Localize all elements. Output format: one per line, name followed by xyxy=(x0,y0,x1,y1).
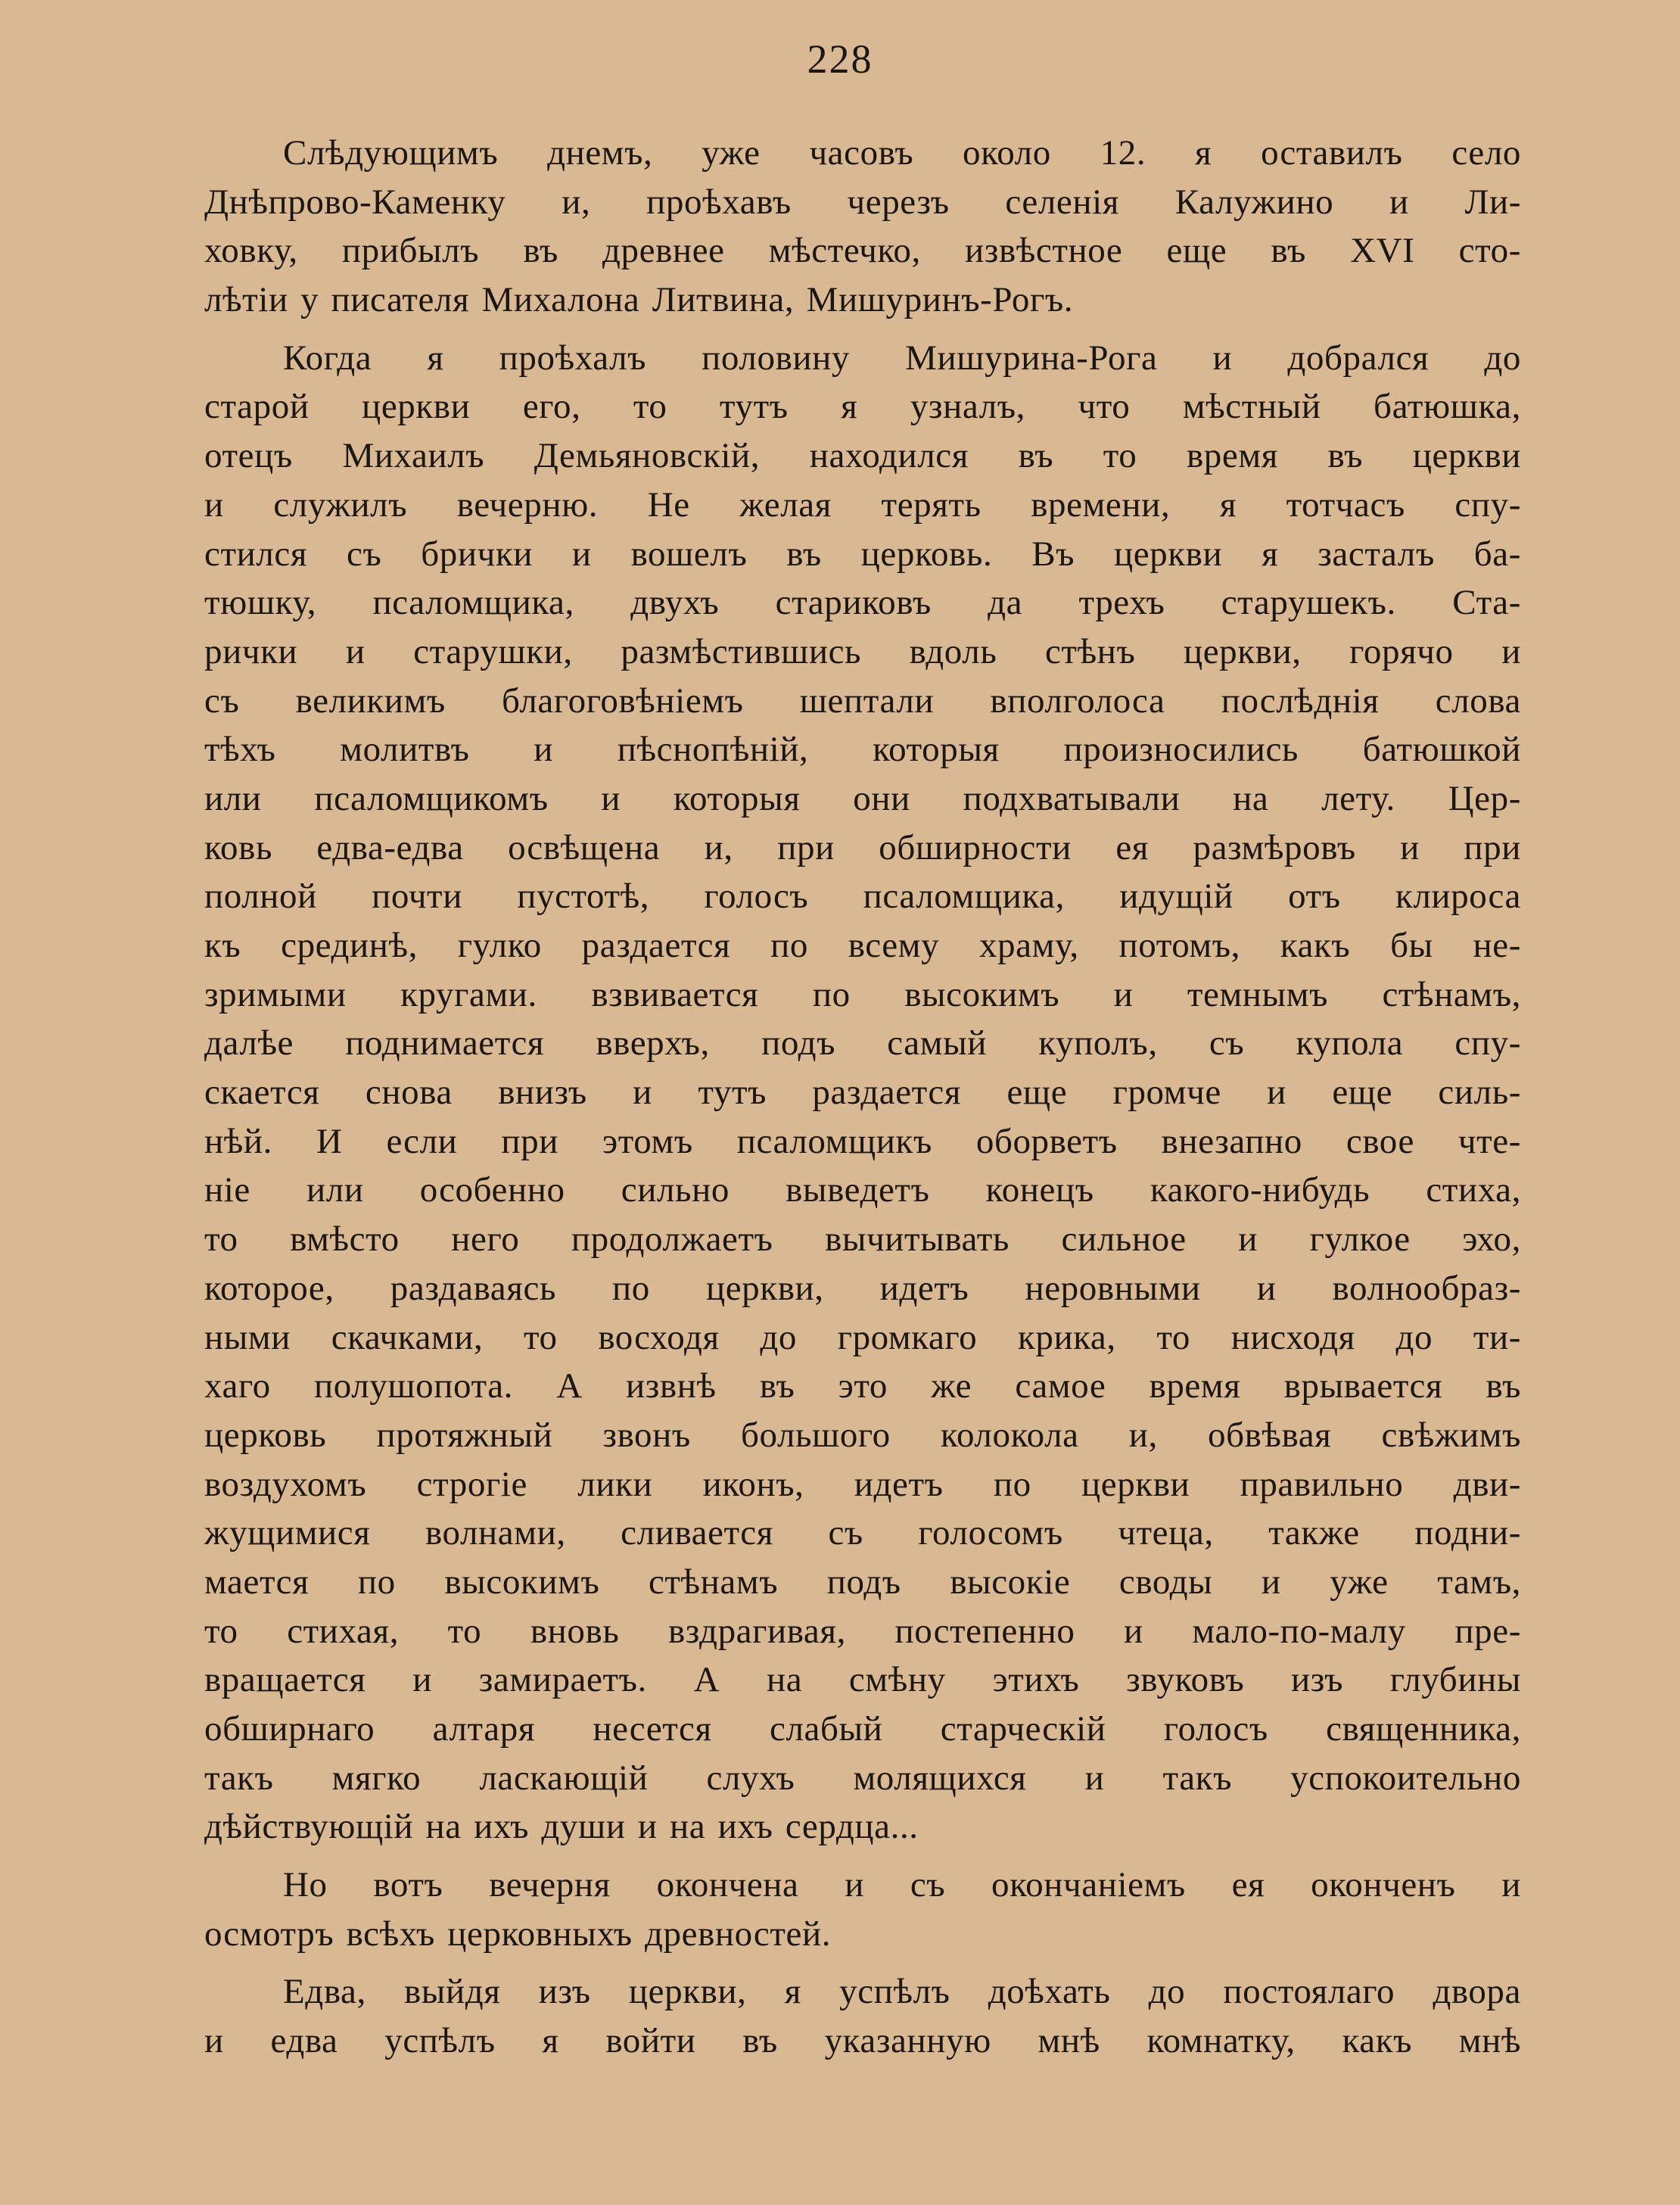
text-line: рички и старушки, размѣстившись вдоль стѣнъ церкви, горячо и xyxy=(204,631,1521,671)
paragraph xyxy=(204,1967,1521,2065)
text-line: то стихая, то вновь вздрагивая, постепенно и мало-по-малу пре- xyxy=(204,1611,1521,1651)
paragraph xyxy=(204,129,1521,325)
page-number: 228 xyxy=(807,36,873,82)
text-line: воздухомъ строгіе лики иконъ, идетъ по церкви правильно дви- xyxy=(204,1464,1521,1504)
text-line: жущимися волнами, сливается съ голосомъ чтеца, также подни- xyxy=(204,1513,1521,1553)
text-line: хаго полушопота. А извнѣ въ это же самое время врывается въ xyxy=(204,1366,1521,1406)
paragraph-gap xyxy=(204,1852,1521,1861)
text-line: скается снова внизъ и тутъ раздается еще громче и еще силь- xyxy=(204,1073,1521,1113)
paragraph xyxy=(204,334,1521,1852)
text-line: вращается и замираетъ. А на смѣну этихъ звуковъ изъ глубины xyxy=(204,1660,1521,1700)
text-line: зримыми кругами. взвивается по высокимъ и темнымъ стѣнамъ, xyxy=(204,974,1521,1014)
body-text xyxy=(204,129,1521,2066)
text-line: Слѣдующимъ днемъ, уже часовъ около 12. я оставилъ село xyxy=(283,133,1521,173)
text-line: Когда я проѣхалъ половину Мишурина-Рога и добрался до xyxy=(283,338,1521,378)
text-line: Но вотъ вечерня окончена и съ окончаніемъ ея оконченъ и xyxy=(283,1865,1521,1905)
text-line: осмотръ всѣхъ церковныхъ древностей. xyxy=(204,1914,832,1954)
text-line: и служилъ вечерню. Не желая терять времени, я тотчасъ спу- xyxy=(204,484,1521,525)
paragraph-gap xyxy=(204,325,1521,334)
text-line: далѣе поднимается вверхъ, подъ самый куполъ, съ купола спу- xyxy=(204,1023,1521,1064)
text-line: то вмѣсто него продолжаетъ вычитывать сильное и гулкое эхо, xyxy=(204,1219,1521,1260)
text-line: нѣй. И если при этомъ псаломщикъ оборветъ внезапно свое чте- xyxy=(204,1121,1521,1161)
text-line: Едва, выйдя изъ церкви, я успѣлъ доѣхать до постоялаго двора xyxy=(283,1972,1521,2012)
text-line: полной почти пустотѣ, голосъ псаломщика, идущій отъ клироса xyxy=(204,877,1521,917)
text-line: Днѣпрово-Каменку и, проѣхавъ черезъ селенія Калужино и Ли- xyxy=(204,182,1521,222)
text-line: церковь протяжный звонъ большого колокола и, обвѣвая свѣжимъ xyxy=(204,1415,1521,1455)
text-line: и едва успѣлъ я войти въ указанную мнѣ комнатку, какъ мнѣ xyxy=(204,2021,1521,2061)
text-line: которое, раздаваясь по церкви, идетъ неровными и волнообраз- xyxy=(204,1268,1521,1308)
text-line: ковь едва-едва освѣщена и, при обширности ея размѣровъ и при xyxy=(204,827,1521,867)
paragraph xyxy=(204,1861,1521,1958)
text-line: стился съ брички и вошелъ въ церковь. Въ церкви я засталъ ба- xyxy=(204,534,1521,574)
text-line: такъ мягко ласкающій слухъ молящихся и такъ успокоительно xyxy=(204,1758,1521,1798)
text-line: ніе или особенно сильно выведетъ конецъ какого-нибудь стиха, xyxy=(204,1170,1521,1210)
text-line: старой церкви его, то тутъ я узналъ, что мѣстный батюшка, xyxy=(204,387,1521,427)
text-line: ховку, прибылъ въ древнее мѣстечко, извѣстное еще въ XVI сто- xyxy=(204,231,1521,271)
text-line: мается по высокимъ стѣнамъ подъ высокіе своды и уже тамъ, xyxy=(204,1562,1521,1602)
text-line: отецъ Михаилъ Демьяновскій, находился въ то время въ церкви xyxy=(204,436,1521,476)
text-line: лѣтіи у писателя Михалона Литвина, Мишуринъ-Рогъ. xyxy=(204,280,1074,320)
text-line: или псаломщикомъ и которыя они подхватывали на лету. Цер- xyxy=(204,778,1521,818)
text-line: дѣйствующій на ихъ души и на ихъ сердца... xyxy=(204,1807,919,1847)
paragraph-gap xyxy=(204,1958,1521,1967)
text-line: съ великимъ благоговѣніемъ шептали вполголоса послѣднія слова xyxy=(204,680,1521,721)
text-line: обширнаго алтаря несется слабый старческій голосъ священника, xyxy=(204,1709,1521,1749)
text-line: тѣхъ молитвъ и пѣснопѣній, которыя произносились батюшкой xyxy=(204,730,1521,770)
text-line: къ срединѣ, гулко раздается по всему храму, потомъ, какъ бы не- xyxy=(204,926,1521,965)
text-line: ными скачками, то восходя до громкаго крика, то нисходя до ти- xyxy=(204,1317,1521,1357)
text-line: тюшку, псаломщика, двухъ стариковъ да трехъ старушекъ. Ста- xyxy=(204,583,1521,623)
